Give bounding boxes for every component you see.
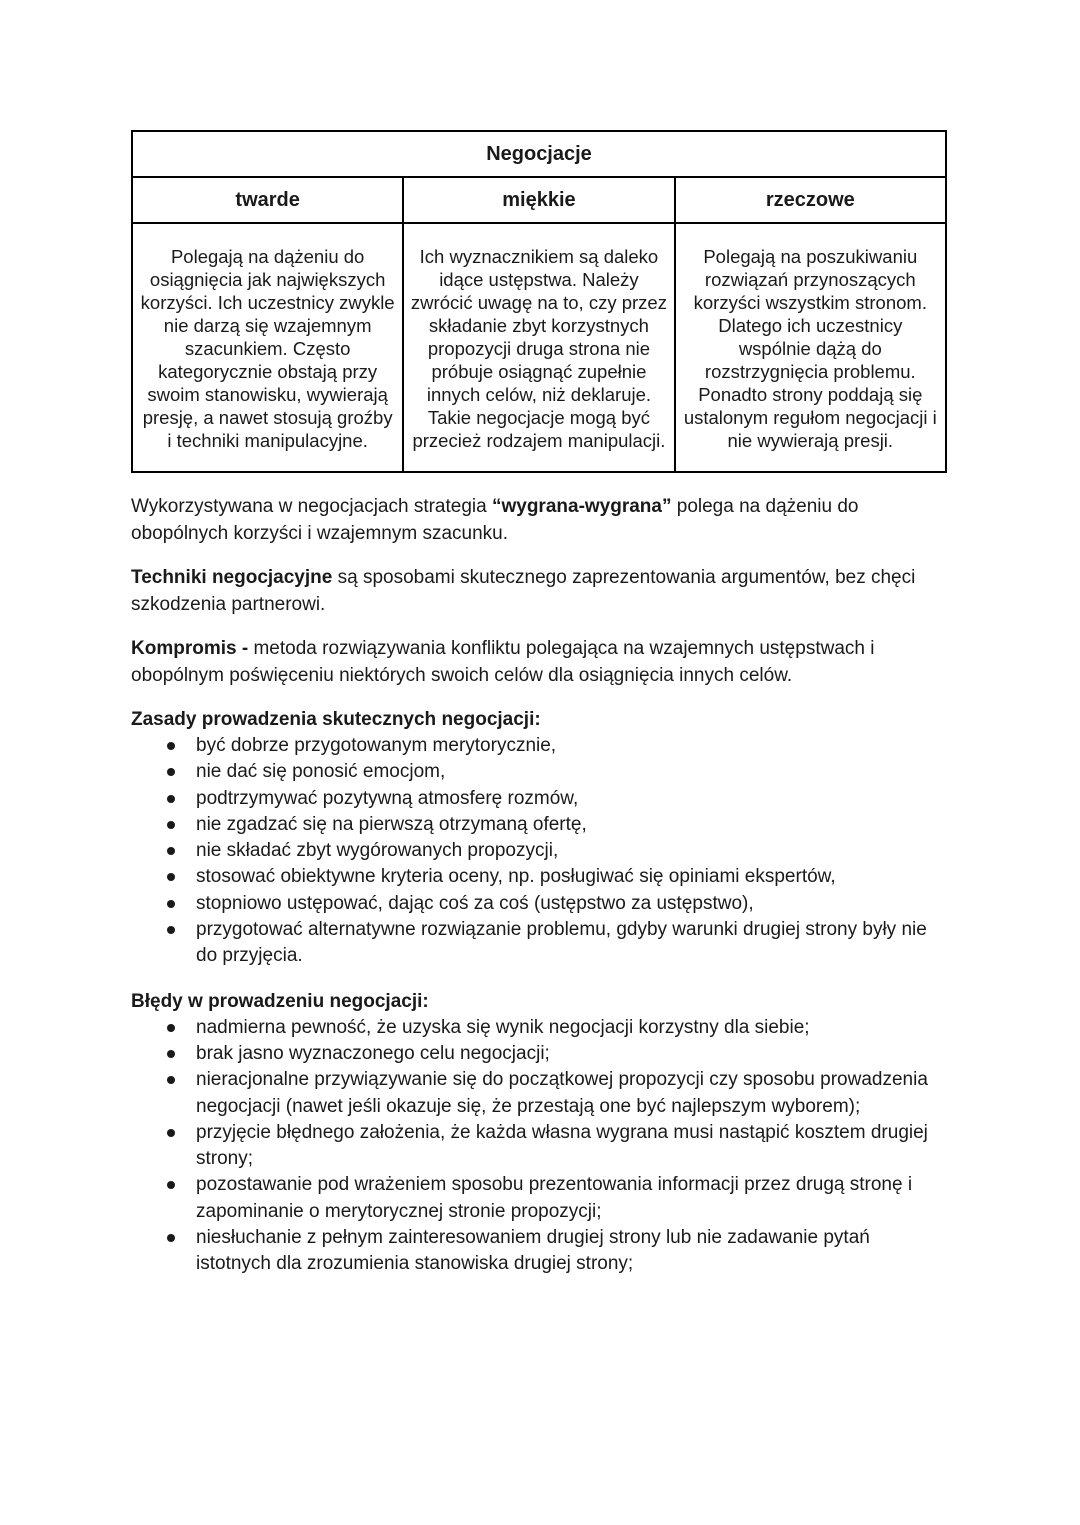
bullet-icon bbox=[167, 821, 175, 829]
list-item bbox=[131, 1015, 946, 1041]
bullet-icon bbox=[167, 1050, 175, 1058]
list-item-text: stosować obiektywne kryteria oceny, np. posługiwać się opiniami ekspertów, bbox=[196, 866, 836, 888]
negotiation-types-table bbox=[131, 130, 947, 473]
strategy-text-after: polega na dążeniu do obopólnych korzyści i wzajemnym szacunku. bbox=[131, 496, 859, 544]
list-item-text: brak jasno wyznaczonego celu negocjacji; bbox=[196, 1042, 550, 1064]
bullet-icon bbox=[167, 742, 175, 750]
compromise-paragraph bbox=[131, 635, 951, 689]
cell-principled-description: Polegają na poszukiwaniu rozwiązań przynoszących korzyści wszystkim stronom. Dlatego ich uczestnicy wspólnie dążą do rozstrzygnięcia problemu. Ponadto strony poddają się ustalonym regułom negocjacji i nie wywierają presji. bbox=[675, 223, 946, 472]
bullet-icon bbox=[167, 900, 175, 908]
rules-heading: Zasady prowadzenia skutecznych negocjacji: bbox=[131, 709, 541, 730]
list-item-text: nie zgadzać się na pierwszą otrzymaną ofertę, bbox=[196, 813, 587, 835]
table-title: Negocjacje bbox=[132, 131, 946, 177]
list-item-text: przyjęcie błędnego założenia, że każda własna wygrana musi nastąpić kosztem drugiej strony; bbox=[196, 1121, 928, 1170]
list-item bbox=[131, 1225, 946, 1278]
techniques-term: Techniki negocjacyjne bbox=[131, 567, 333, 588]
table-header-row bbox=[132, 177, 946, 223]
cell-soft-description: Ich wyznacznikiem są daleko idące ustępstwa. Należy zwrócić uwagę na to, czy przez składanie zbyt korzystnych propozycji druga strona nie próbuje osiągnąć zupełnie innych celów, niż deklaruje. Takie negocjacje mogą być przecież rodzajem manipulacji. bbox=[403, 223, 674, 472]
list-item bbox=[131, 1120, 946, 1173]
table-body-row bbox=[132, 223, 946, 472]
list-item bbox=[131, 786, 946, 812]
bullet-icon bbox=[167, 1129, 175, 1137]
strategy-paragraph bbox=[131, 493, 951, 547]
errors-heading: Błędy w prowadzeniu negocjacji: bbox=[131, 990, 429, 1012]
strategy-text-before: Wykorzystywana w negocjacjach strategia bbox=[131, 496, 492, 517]
strategy-term: “wygrana-wygrana” bbox=[491, 496, 672, 517]
bullet-icon bbox=[167, 1076, 175, 1084]
list-item bbox=[131, 1041, 946, 1067]
bullet-icon bbox=[167, 1234, 175, 1242]
list-item bbox=[131, 891, 946, 917]
column-header-soft: miękkie bbox=[403, 177, 674, 223]
compromise-term: Kompromis - bbox=[131, 638, 249, 659]
column-header-principled: rzeczowe bbox=[675, 177, 946, 223]
list-item bbox=[131, 1067, 946, 1120]
list-item-text: niesłuchanie z pełnym zainteresowaniem drugiej strony lub nie zadawanie pytań istotnych dla zrozumienia stanowiska drugiej strony; bbox=[196, 1227, 870, 1275]
document-page bbox=[131, 130, 951, 1278]
bullet-icon bbox=[167, 795, 175, 803]
list-item bbox=[131, 759, 946, 785]
bullet-icon bbox=[167, 847, 175, 855]
compromise-definition: metoda rozwiązywania konfliktu polegająca na wzajemnych ustępstwach i obopólnym poświęceniu niektórych swoich celów dla osiągnięcia innych celów. bbox=[131, 638, 875, 686]
techniques-definition: są sposobami skutecznego zaprezentowania argumentów, bez chęci szkodzenia partnerowi. bbox=[131, 567, 916, 615]
list-item-text: nie składać zbyt wygórowanych propozycji, bbox=[196, 840, 559, 862]
list-item bbox=[131, 864, 946, 890]
errors-list bbox=[131, 1015, 951, 1278]
list-item bbox=[131, 812, 946, 838]
list-item bbox=[131, 917, 946, 970]
list-item-text: pozostawanie pod wrażeniem sposobu prezentowania informacji przez drugą stronę i zapominanie o merytorycznej stronie propozycji; bbox=[196, 1174, 913, 1222]
list-item-text: stopniowo ustępować, dając coś za coś (ustępstwo za ustępstwo), bbox=[196, 892, 754, 914]
bullet-icon bbox=[167, 1181, 175, 1189]
list-item-text: być dobrze przygotowanym merytorycznie, bbox=[196, 735, 557, 756]
bullet-icon bbox=[167, 1024, 175, 1032]
list-item bbox=[131, 1172, 946, 1225]
table-title-row bbox=[132, 131, 946, 177]
list-item bbox=[131, 733, 946, 759]
list-item-text: przygotować alternatywne rozwiązanie problemu, gdyby warunki drugiej strony były nie do przyjęcia. bbox=[196, 919, 927, 967]
list-item bbox=[131, 838, 946, 864]
bullet-icon bbox=[167, 768, 175, 776]
list-item-text: nie dać się ponosić emocjom, bbox=[196, 761, 446, 783]
list-item-text: podtrzymywać pozytywną atmosferę rozmów, bbox=[196, 787, 579, 809]
column-header-hard: twarde bbox=[132, 177, 403, 223]
list-item-text: nadmierna pewność, że uzyska się wynik negocjacji korzystny dla siebie; bbox=[196, 1016, 810, 1038]
list-item-text: nieracjonalne przywiązywanie się do początkowej propozycji czy sposobu prowadzenia negocjacji (nawet jeśli okazuje się, że przestają one być najlepszym wyborem); bbox=[196, 1069, 928, 1117]
cell-hard-description: Polegają na dążeniu do osiągnięcia jak największych korzyści. Ich uczestnicy zwykle nie darzą się wzajemnym szacunkiem. Często kategorycznie obstają przy swoim stanowisku, wywierają presję, a nawet stosują groźby i techniki manipulacyjne. bbox=[132, 223, 403, 472]
techniques-paragraph bbox=[131, 564, 951, 618]
rules-list bbox=[131, 733, 951, 970]
bullet-icon bbox=[167, 926, 175, 934]
bullet-icon bbox=[167, 873, 175, 881]
